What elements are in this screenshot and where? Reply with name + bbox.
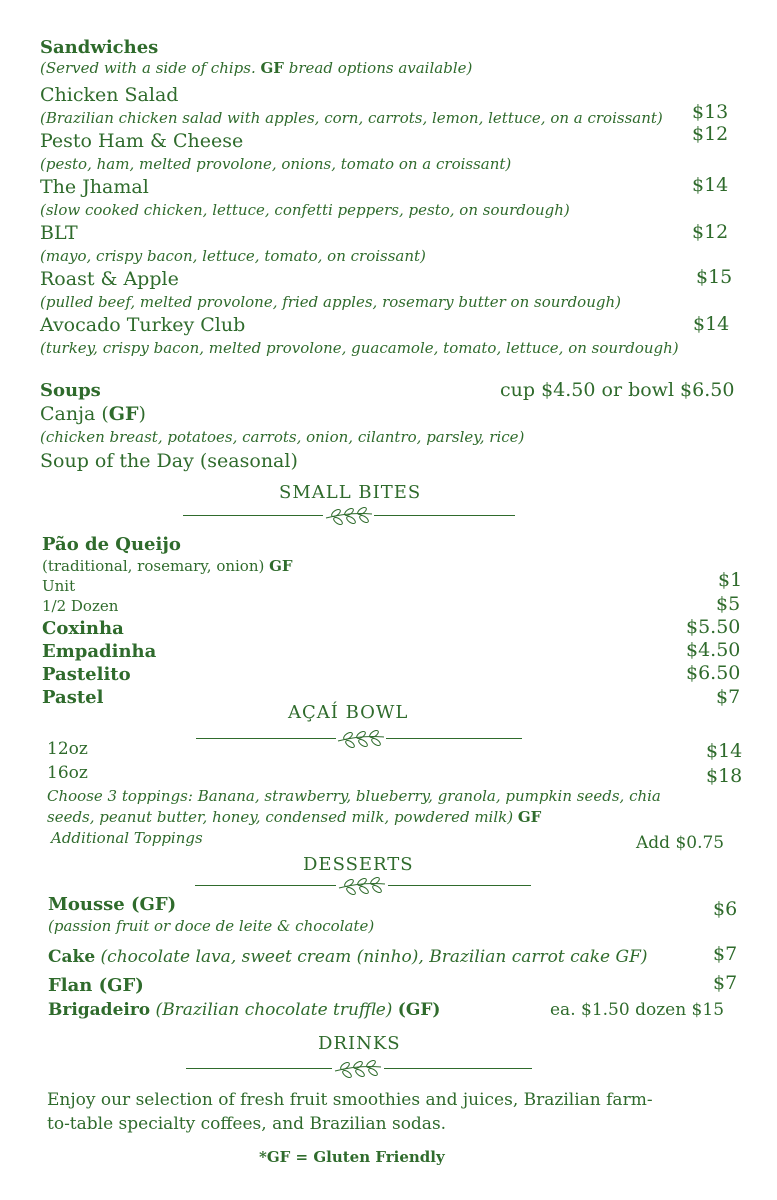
small-bites-divider: [183, 506, 515, 526]
coxinha-price: $5.50: [686, 616, 741, 638]
soups-price: cup $4.50 or bowl $6.50: [500, 379, 735, 401]
cake-price: $7: [713, 943, 738, 965]
desserts-divider: [195, 876, 531, 896]
empadinha-price: $4.50: [686, 639, 741, 661]
leaf-sprig-icon: [336, 729, 386, 749]
pao-unit-label: Unit: [42, 577, 76, 595]
sandwich-price-blt: $12: [692, 221, 729, 243]
sandwich-name-jhamal: The Jhamal: [40, 176, 149, 198]
leaf-sprig-icon: [324, 506, 374, 526]
sandwich-price-avocado-turkey: $14: [693, 313, 730, 335]
soup-of-the-day: Soup of the Day (seasonal): [40, 450, 298, 472]
mousse-name: Mousse (GF): [48, 894, 177, 915]
drinks-divider: [186, 1059, 532, 1079]
empadinha-name: Empadinha: [42, 641, 157, 662]
pao-de-queijo-name: Pão de Queijo: [42, 534, 181, 555]
acai-additional-price: Add $0.75: [636, 833, 725, 853]
acai-toppings-line2: seeds, peanut butter, honey, condensed milk, powdered milk) GF: [47, 808, 542, 826]
mousse-desc: (passion fruit or doce de leite & chocolate): [48, 917, 375, 935]
coxinha-name: Coxinha: [42, 618, 124, 639]
pao-half-dozen-price: $5: [716, 593, 741, 615]
sandwich-desc-jhamal: (slow cooked chicken, lettuce, confetti peppers, pesto, on sourdough): [40, 201, 570, 219]
acai-price-12oz: $14: [706, 740, 743, 762]
sandwich-price-pesto-ham: $12: [692, 123, 729, 145]
sandwich-price-chicken-salad: $13: [692, 101, 729, 123]
soups-title: Soups: [40, 380, 101, 401]
sandwich-name-chicken-salad: Chicken Salad: [40, 84, 179, 106]
sandwich-desc-blt: (mayo, crispy bacon, lettuce, tomato, on croissant): [40, 247, 426, 265]
sandwich-name-pesto-ham: Pesto Ham & Cheese: [40, 130, 244, 152]
pastelito-name: Pastelito: [42, 664, 131, 685]
sandwich-name-avocado-turkey: Avocado Turkey Club: [40, 314, 246, 336]
pastel-price: $7: [716, 686, 741, 708]
flan-price: $7: [713, 972, 738, 994]
leaf-sprig-icon: [337, 876, 387, 896]
acai-toppings-line1: Choose 3 toppings: Banana, strawberry, blueberry, granola, pumpkin seeds, chia: [47, 787, 661, 805]
sandwiches-title: Sandwiches: [40, 37, 159, 58]
pao-de-queijo-desc: (traditional, rosemary, onion) GF: [42, 557, 293, 575]
flan-name: Flan (GF): [48, 975, 144, 996]
sandwiches-note: (Served with a side of chips. GF bread options available): [40, 59, 473, 77]
sandwich-desc-avocado-turkey: (turkey, crispy bacon, melted provolone, guacamole, tomato, lettuce, on sourdough): [40, 339, 679, 357]
sandwich-desc-roast-apple: (pulled beef, melted provolone, fried apples, rosemary butter on sourdough): [40, 293, 621, 311]
drinks-title: DRINKS: [318, 1033, 401, 1054]
mousse-price: $6: [713, 898, 738, 920]
small-bites-title: SMALL BITES: [279, 482, 422, 503]
pastelito-price: $6.50: [686, 662, 741, 684]
desserts-title: DESSERTS: [303, 854, 414, 875]
acai-size-12oz: 12oz: [47, 739, 88, 759]
cake-item: Cake (chocolate lava, sweet cream (ninho), Brazilian carrot cake GF): [48, 947, 648, 967]
pao-unit-price: $1: [718, 569, 743, 591]
acai-title: AÇAÍ BOWL: [288, 702, 409, 723]
acai-additional-toppings: Additional Toppings: [51, 829, 203, 847]
acai-price-16oz: $18: [706, 765, 743, 787]
drinks-line1: Enjoy our selection of fresh fruit smoothies and juices, Brazilian farm-: [47, 1090, 653, 1110]
brigadeiro-item: Brigadeiro (Brazilian chocolate truffle) (GF): [48, 1000, 441, 1020]
leaf-sprig-icon: [333, 1059, 383, 1079]
acai-divider: [196, 729, 522, 749]
sandwich-name-roast-apple: Roast & Apple: [40, 268, 179, 290]
soup-canja: Canja (GF): [40, 403, 146, 425]
sandwich-desc-chicken-salad: (Brazilian chicken salad with apples, corn, carrots, lemon, lettuce, on a croissant): [40, 109, 663, 127]
sandwich-price-jhamal: $14: [692, 174, 729, 196]
pao-half-dozen-label: 1/2 Dozen: [42, 597, 119, 615]
footnote: *GF = Gluten Friendly: [259, 1148, 445, 1166]
pastel-name: Pastel: [42, 687, 104, 708]
soup-canja-desc: (chicken breast, potatoes, carrots, onion, cilantro, parsley, rice): [40, 428, 525, 446]
brigadeiro-price: ea. $1.50 dozen $15: [550, 1000, 725, 1020]
acai-size-16oz: 16oz: [47, 763, 88, 783]
sandwich-desc-pesto-ham: (pesto, ham, melted provolone, onions, tomato on a croissant): [40, 155, 512, 173]
sandwich-name-blt: BLT: [40, 222, 78, 244]
drinks-line2: to-table specialty coffees, and Brazilian sodas.: [47, 1114, 447, 1134]
sandwich-price-roast-apple: $15: [696, 266, 733, 288]
